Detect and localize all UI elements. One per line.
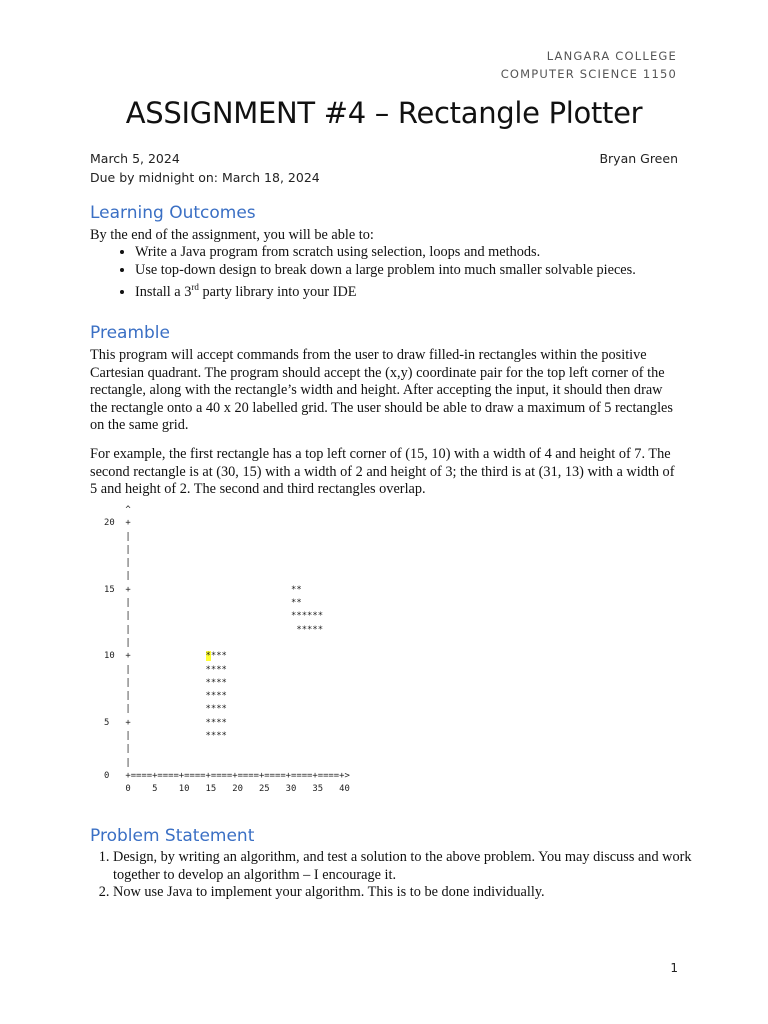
preamble-paragraph-2: For example, the first rectangle has a top left corner of (15, 10) with a width of 4 and height of 7. The second rectangle is at (30, 15) with a width of 2 and height of 3; the third is at (31, 13) with a width of 5 and height of 2. The second and third rectangles overlap. bbox=[90, 446, 675, 497]
plot-line: | bbox=[104, 637, 131, 648]
plot-line: 5 + **** bbox=[104, 717, 227, 728]
plot-line: | **** bbox=[104, 677, 227, 688]
plot-line: 15 + ** bbox=[104, 584, 302, 595]
highlighted-corner: * bbox=[205, 651, 211, 662]
problem-statement-heading: Problem Statement bbox=[90, 826, 255, 846]
plot-line: 0 5 10 15 20 25 30 35 40 bbox=[104, 784, 350, 795]
learning-outcomes-intro: By the end of the assignment, you will be able to: bbox=[90, 227, 374, 243]
install-superscript: rd bbox=[191, 282, 199, 292]
install-prefix: Install a 3 bbox=[135, 283, 192, 300]
due-date: Due by midnight on: March 18, 2024 bbox=[90, 170, 320, 185]
list-item: 1. Design, by writing an algorithm, and test a solution to the above problem. You may discuss and work together to develop an algorithm – I encourage it. bbox=[113, 849, 703, 884]
preamble-heading: Preamble bbox=[90, 323, 170, 343]
learning-outcomes-list bbox=[90, 244, 695, 301]
list-item: • Use top-down design to break down a large problem into much smaller solvable pieces. bbox=[135, 262, 695, 280]
plot-line: 0 +====+====+====+====+====+====+====+====+> bbox=[104, 770, 350, 781]
plot-line: | bbox=[104, 544, 131, 555]
plot-line: | **** bbox=[104, 704, 227, 715]
list-item: • Write a Java program from scratch using selection, loops and methods. bbox=[135, 244, 695, 262]
learning-outcomes-heading: Learning Outcomes bbox=[90, 203, 256, 223]
plot-line: | **** bbox=[104, 731, 227, 742]
plot-line: | bbox=[104, 531, 131, 542]
preamble-paragraph-1: This program will accept commands from the user to draw filled-in rectangles within the positive Cartesian quadrant. The program should accept the (x,y) coordinate pair for the top left corner of the rectangle, along with the rectangle’s width and height. After accepting the input, it should then draw the rectangle onto a 40 x 20 labelled grid. The user should be able to draw a maximum of 5 rectangles on the same grid. bbox=[90, 347, 673, 433]
plot-line: | ***** bbox=[104, 624, 324, 635]
plot-line: | ****** bbox=[104, 611, 324, 622]
document-meta bbox=[90, 149, 678, 187]
document-title: ASSIGNMENT #4 – Rectangle Plotter bbox=[125, 96, 643, 130]
list-item: 2. Now use Java to implement your algorithm. This is to be done individually. bbox=[113, 884, 703, 902]
install-suffix: party library into your IDE bbox=[198, 283, 357, 300]
plot-line: | **** bbox=[104, 691, 227, 702]
plot-line: 10 + bbox=[104, 651, 206, 662]
plot-line: | ** bbox=[104, 598, 302, 609]
page-number: 1 bbox=[670, 961, 678, 975]
author-name: Bryan Green bbox=[599, 151, 678, 166]
document-header bbox=[501, 47, 677, 83]
problem-statement-list bbox=[90, 849, 703, 902]
ascii-plot bbox=[104, 504, 350, 797]
plot-line: | **** bbox=[104, 664, 227, 675]
course-name: COMPUTER SCIENCE 1150 bbox=[500, 67, 677, 81]
plot-line: | bbox=[104, 757, 131, 768]
plot-line: ^ bbox=[104, 505, 131, 515]
plot-line: | bbox=[104, 571, 131, 582]
issue-date: March 5, 2024 bbox=[90, 151, 180, 166]
list-item bbox=[135, 279, 695, 301]
plot-line: 20 + bbox=[104, 518, 131, 529]
plot-line: | bbox=[104, 744, 131, 755]
plot-line-rest: *** bbox=[210, 651, 227, 662]
plot-line: | bbox=[104, 558, 131, 569]
institution-name: LANGARA COLLEGE bbox=[546, 49, 677, 63]
